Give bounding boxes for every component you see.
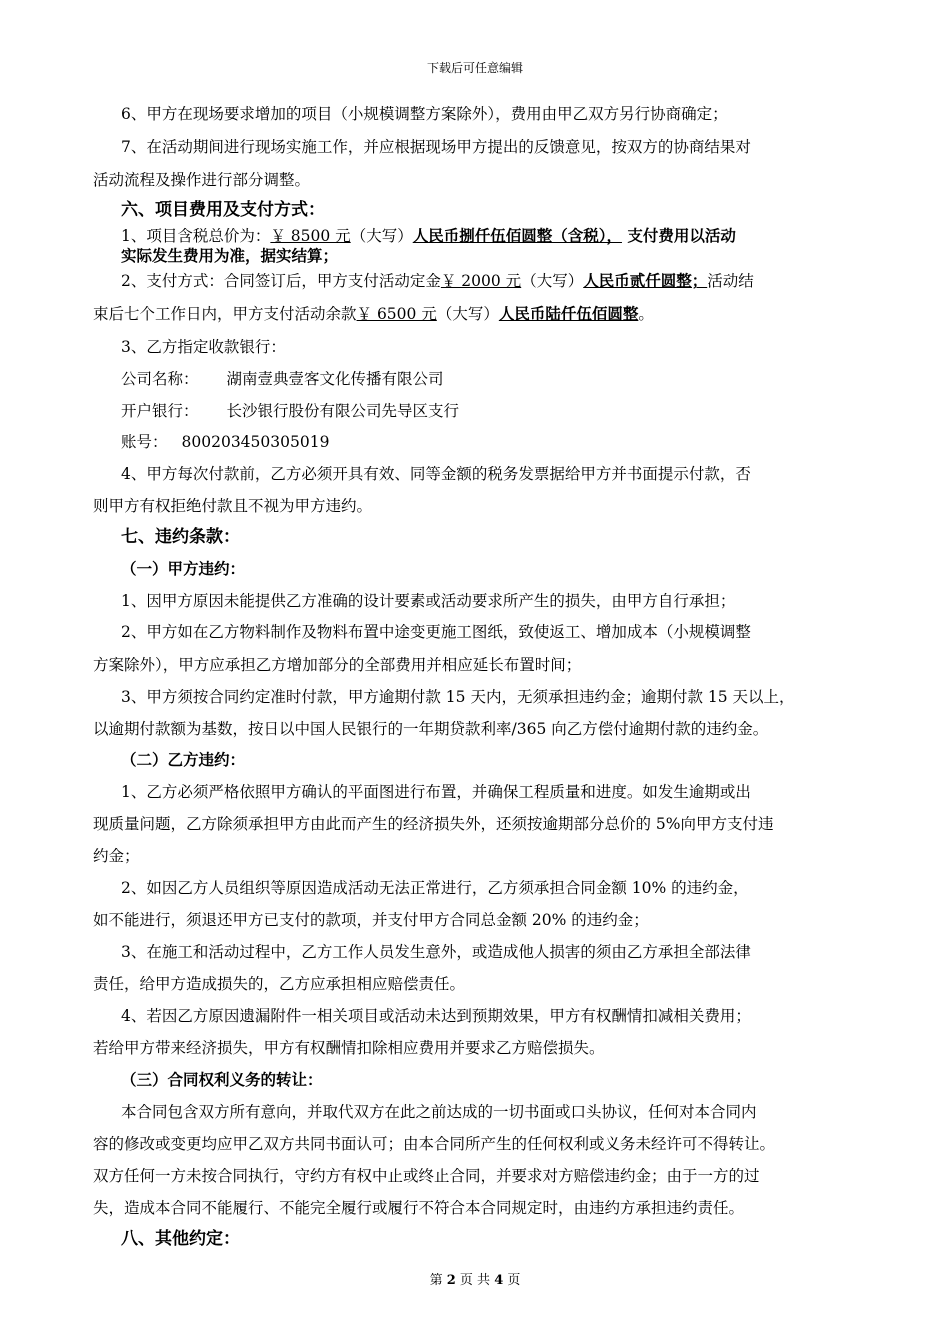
transfer-line1: 本合同包含双方所有意向，并取代双方在此之前达成的一切书面或口头协议，任何对本合同内 — [121, 1103, 757, 1121]
party-a-clause-2-line2: 方案除外），甲方应承担乙方增加部分的全部费用并相应延长布置时间； — [93, 656, 582, 674]
fee1-text: 1、项目含税总价为： — [121, 227, 271, 245]
party-b-clause-2-line1: 2、如因乙方人员组织等原因造成活动无法正常进行，乙方须承担合同金额 10% 的违约金， — [121, 879, 749, 897]
fee2-words: 人民币贰仟圆整； — [583, 271, 708, 290]
party-b-clause-1-line2: 现质量问题，乙方除须承担甲方由此而产生的经济损失外，还须按逾期部分总价的 5%向甲方支付违 — [93, 815, 774, 833]
page-footer — [0, 1269, 950, 1288]
clause-7-line2: 活动流程及操作进行部分调整。 — [93, 171, 311, 189]
subsection-2-title: （二）乙方违约： — [121, 750, 246, 769]
footer-prefix: 第 — [429, 1273, 447, 1288]
party-b-clause-3-line2: 责任，给甲方造成损失的，乙方应承担相应赔偿责任。 — [93, 975, 466, 993]
total-pages: 4 — [494, 1273, 504, 1288]
subsection-3-title: （三）合同权利义务的转让： — [121, 1070, 323, 1089]
party-a-clause-1: 1、因甲方原因未能提供乙方准确的设计要素或活动要求所产生的损失，由甲方自行承担； — [121, 592, 736, 610]
account-row — [121, 432, 329, 452]
fee-clause-2 — [121, 271, 754, 291]
account-value: 800203450305019 — [181, 433, 330, 451]
section-8-title: 八、其他约定： — [121, 1229, 240, 1249]
fee-clause-2-line2 — [93, 304, 654, 324]
section-7-title: 七、违约条款： — [121, 527, 240, 547]
clause-6: 6、甲方在现场要求增加的项目（小规模调整方案除外），费用由甲乙双方另行协商确定； — [121, 105, 728, 123]
party-b-clause-1-line1: 1、乙方必须严格依照甲方确认的平面图进行布置，并确保工程质量和进度。如发生逾期或出 — [121, 783, 751, 801]
clause-4-line1: 4、甲方每次付款前，乙方必须开具有效、同等金额的税务发票据给甲方并书面提示付款，否 — [121, 465, 751, 483]
party-b-clause-4-line1: 4、若因乙方原因遗漏附件一相关项目或活动未达到预期效果，甲方有权酬情扣减相关费用； — [121, 1007, 751, 1025]
party-b-clause-3-line1: 3、在施工和活动过程中，乙方工作人员发生意外，或造成他人损害的须由乙方承担全部法律 — [121, 943, 751, 961]
page-header: 下载后可任意编辑 — [426, 61, 523, 75]
fee1-amount: ￥ 8500 元 — [270, 227, 351, 245]
section-6-title: 六、项目费用及支付方式： — [121, 200, 325, 220]
fee-clause-1 — [121, 226, 736, 246]
clause-7-line1: 7、在活动期间进行现场实施工作，并应根据现场甲方提出的反馈意见，按双方的协商结果对 — [121, 138, 751, 156]
fee2b-words: 人民币陆仟伍佰圆整 — [498, 304, 639, 323]
account-label: 账号： — [121, 433, 168, 451]
bank-label: 开户银行： — [121, 402, 199, 420]
footer-mid: 页 共 — [455, 1273, 495, 1288]
clause-4-line2: 则甲方有权拒绝付款且不视为甲方违约。 — [93, 497, 373, 515]
fee2-text: 2、支付方式：合同签订后，甲方支付活动定金 — [121, 272, 441, 290]
fee2b-amount: ￥ 6500 元 — [356, 305, 437, 323]
fee2-amount: ￥ 2000 元 — [440, 272, 522, 290]
party-a-clause-3-line1: 3、甲方须按合同约定准时付款，甲方逾期付款 15 天内，无须承担违约金；逾期付款 15 天以上， — [121, 688, 795, 706]
bank-row — [121, 401, 459, 421]
fee1-tail: 支付费用以活动 — [621, 226, 736, 245]
fee-clause-1-line2: 实际发生费用为准，据实结算； — [121, 246, 339, 265]
party-b-clause-1-line3: 约金； — [93, 847, 140, 865]
fee2b-tail: 。 — [638, 305, 654, 323]
party-a-clause-3-line2: 以逾期付款额为基数，按日以中国人民银行的一年期贷款利率/365 向乙方偿付逾期付款的违约金。 — [93, 720, 769, 738]
footer-suffix: 页 — [503, 1273, 521, 1288]
fee2-daxie: （大写） — [521, 272, 584, 290]
company-row — [121, 369, 444, 389]
fee2b-daxie: （大写） — [436, 305, 499, 323]
transfer-line4: 失，造成本合同不能履行、不能完全履行或履行不符合本合同规定时，由违约方承担违约责任。 — [93, 1199, 745, 1217]
party-b-clause-2-line2: 如不能进行，须退还甲方已支付的款项，并支付甲方合同总金额 20% 的违约金； — [93, 911, 649, 929]
party-b-clause-4-line2: 若给甲方带来经济损失，甲方有权酬情扣除相应费用并要求乙方赔偿损失。 — [93, 1039, 605, 1057]
bank-value: 长沙银行股份有限公司先导区支行 — [226, 402, 460, 420]
transfer-line3: 双方任何一方未按合同执行，守约方有权中止或终止合同，并要求对方赔偿违约金；由于一方的过 — [93, 1167, 760, 1185]
company-value: 湖南壹典壹客文化传播有限公司 — [226, 370, 444, 388]
fee2b-text: 束后七个工作日内，甲方支付活动余款 — [93, 305, 357, 323]
transfer-line2: 容的修改或变更均应甲乙双方共同书面认可；由本合同所产生的任何权利或义务未经许可不得转让。 — [93, 1135, 776, 1153]
company-label: 公司名称： — [121, 370, 199, 388]
bank-title: 3、乙方指定收款银行： — [121, 338, 286, 356]
subsection-1-title: （一）甲方违约： — [121, 559, 246, 578]
party-a-clause-2-line1: 2、甲方如在乙方物料制作及物料布置中途变更施工图纸，致使返工、增加成本（小规模调整 — [121, 623, 751, 641]
fee2-tail: 活动结 — [707, 272, 754, 290]
fee1-words: 人民币捌仟伍佰圆整（含税）， — [412, 226, 622, 245]
page-number: 2 — [446, 1273, 456, 1288]
fee1-daxie: （大写） — [350, 227, 413, 245]
